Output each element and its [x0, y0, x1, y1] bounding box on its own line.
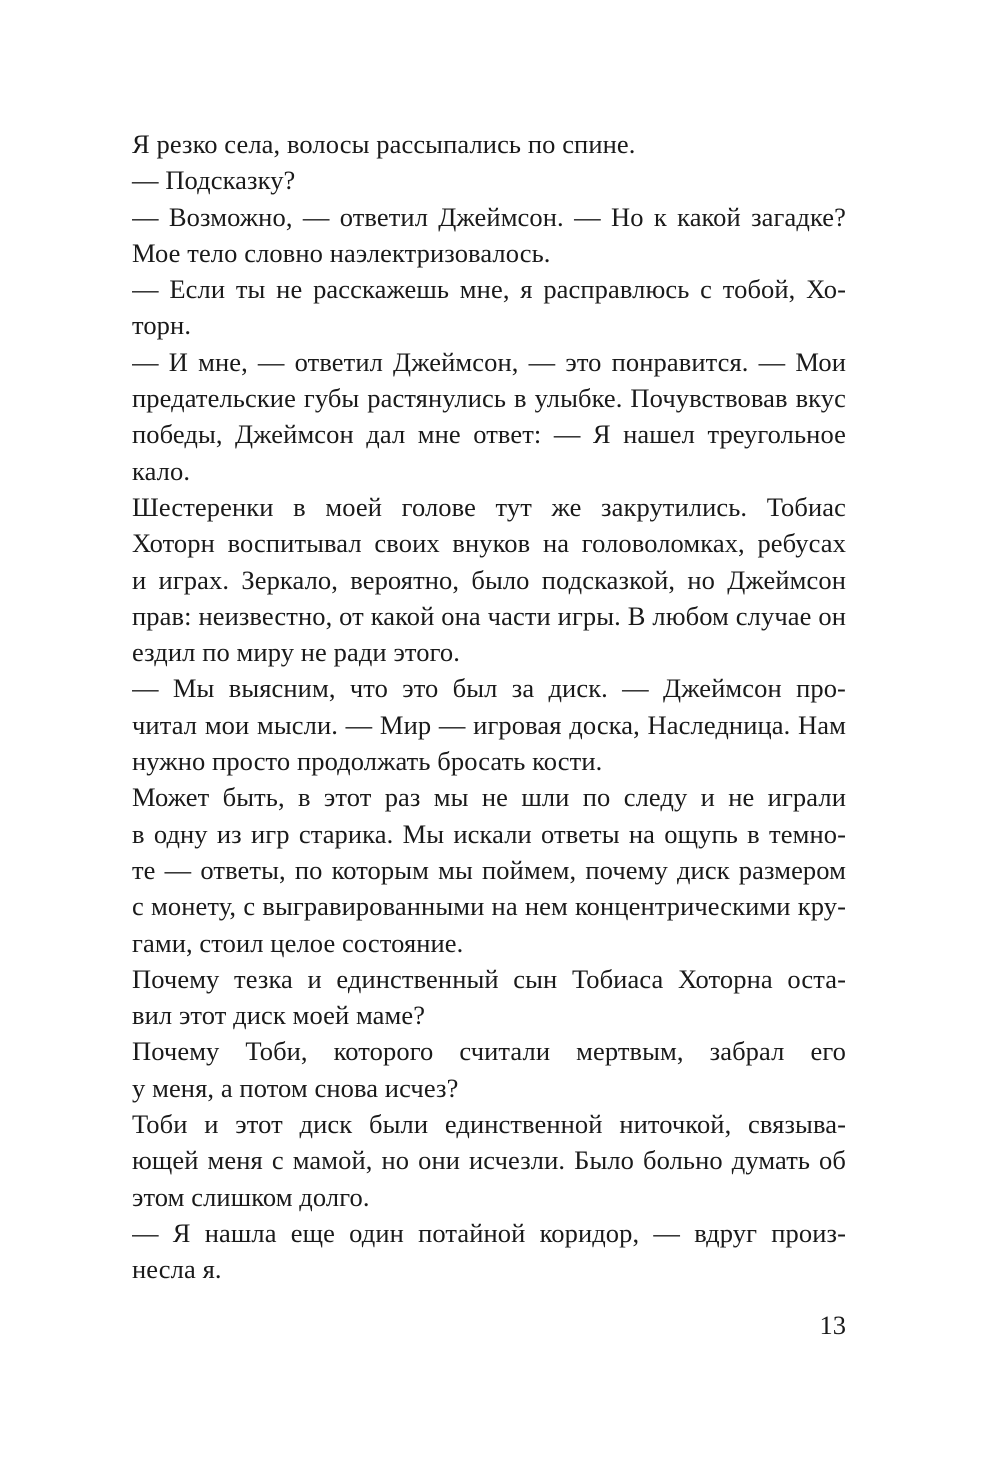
page-body-text: [132, 126, 846, 1288]
text-line: Хоторн воспитывал своих внуков на головоломках, ребусах: [132, 528, 846, 559]
text-line: — Возможно, — ответил Джеймсон. — Но к какой загадке?: [132, 201, 846, 232]
page-number: 13: [819, 1310, 846, 1340]
text-line: Я резко села, волосы рассыпались по спине.: [132, 129, 636, 159]
text-line: прав: неизвестно, от какой она части игры. В любом случае он: [132, 600, 846, 631]
text-line: те — ответы, по которым мы поймем, почему диск размером: [132, 854, 846, 885]
text-line: Может быть, в этот раз мы не шли по следу и не играли: [132, 782, 846, 813]
text-line: и играх. Зеркало, вероятно, было подсказкой, но Джеймсон: [132, 564, 846, 595]
text-line: ющей меня с мамой, но они исчезли. Было больно думать об: [132, 1145, 846, 1176]
text-line: победы, Джеймсон дал мне ответ: — Я нашел треугольное: [132, 419, 846, 450]
text-line: в одну из игр старика. Мы искали ответы на ощупь в темно-: [132, 818, 846, 849]
text-line: с монету, с выгравированными на нем концентрическими кру-: [132, 891, 846, 922]
text-line: несла я.: [132, 1254, 222, 1285]
text-line: кало.: [132, 455, 191, 486]
text-line: Тоби и этот диск были единственной ниточкой, связыва-: [132, 1109, 846, 1140]
text-line: этом слишком долго.: [132, 1181, 370, 1212]
text-line: — Подсказку?: [132, 165, 296, 196]
text-line: Почему тезка и единственный сын Тобиаса Хоторна оста-: [132, 963, 846, 994]
text-line: читал мои мысли. — Мир — игровая доска, Наследница. Нам: [132, 709, 846, 740]
text-line: — И мне, — ответил Джеймсон, — это понравится. — Мои: [132, 346, 846, 377]
text-line: вил этот диск моей маме?: [132, 1000, 426, 1031]
text-line: — Мы выясним, что это был за диск. — Джеймсон про-: [132, 673, 846, 704]
text-line: торн.: [132, 310, 192, 341]
text-line: ездил по миру не ради этого.: [132, 637, 460, 668]
text-line: Почему Тоби, которого считали мертвым, забрал его: [132, 1036, 846, 1067]
text-line: Шестеренки в моей голове тут же закрутились. Тобиас: [132, 491, 846, 522]
text-line: предательские губы растянулись в улыбке. Почувствовав вкус: [132, 383, 846, 414]
text-line: гами, стоил целое состояние.: [132, 927, 464, 958]
text-line: у меня, а потом снова исчез?: [132, 1072, 459, 1103]
text-line: — Если ты не расскажешь мне, я расправлюсь с тобой, Хо-: [132, 274, 846, 305]
text-line: — Я нашла еще один потайной коридор, — вдруг произ-: [132, 1217, 846, 1248]
text-line: Мое тело словно наэлектризовалось.: [132, 237, 551, 268]
text-line: нужно просто продолжать бросать кости.: [132, 746, 603, 777]
